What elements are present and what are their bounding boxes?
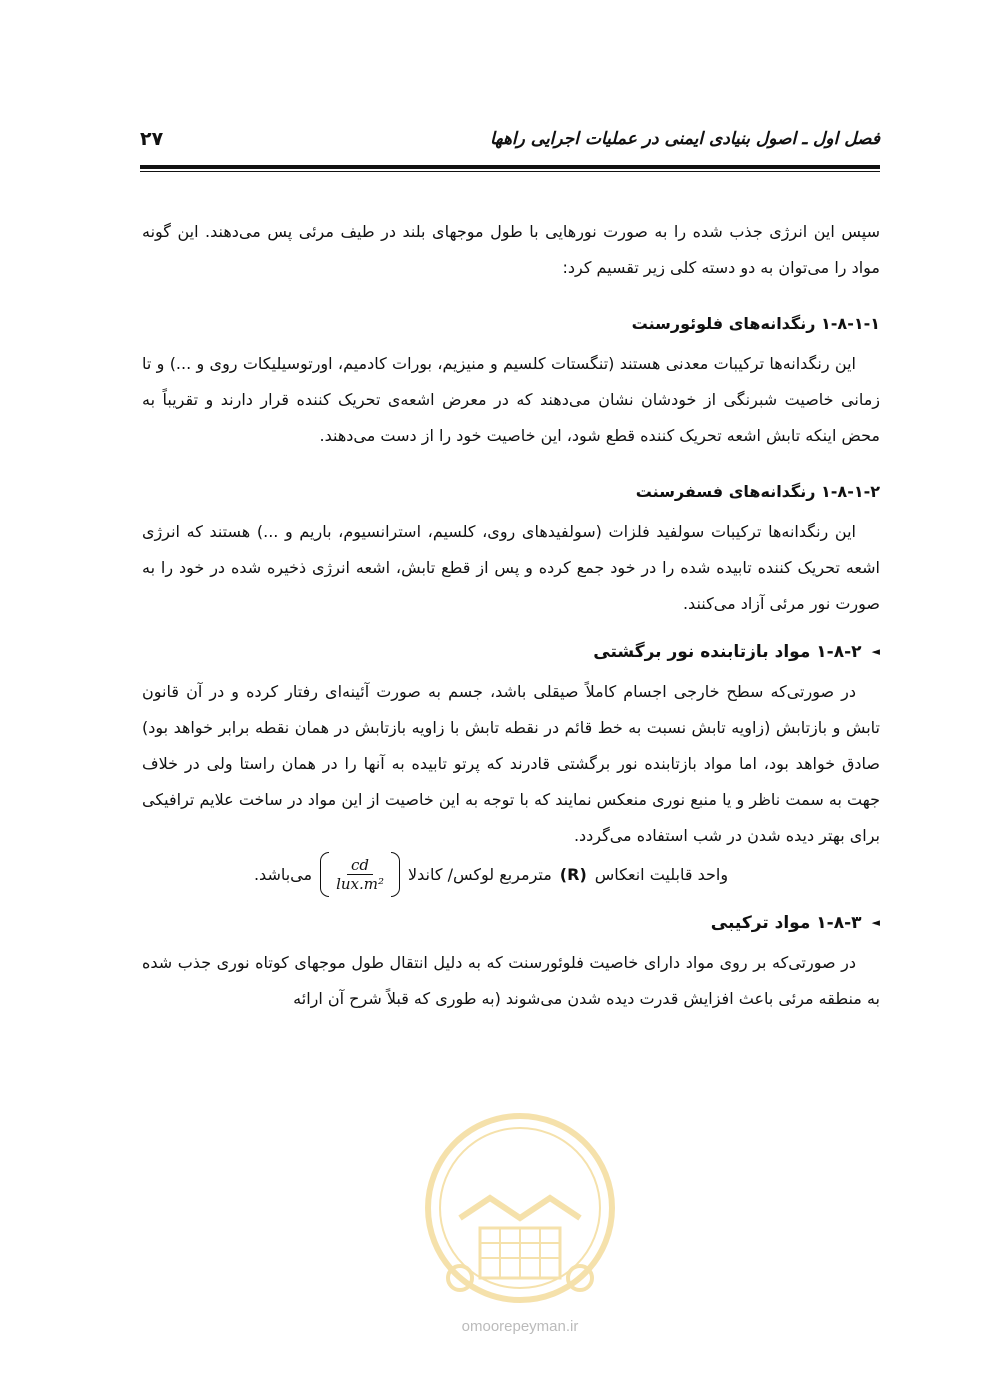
formula-suffix: می‌باشد. xyxy=(253,864,313,884)
section-heading-retroreflective xyxy=(142,634,880,670)
paragraph-fluorescent: این رنگدانه‌ها ترکیبات معدنی هستند (تنگستات کلسیم و منیزیم، بورات کادمیم، اورتوسیلیکات روی و ...) و تا زمانی خاصیت شبرنگی از خودشان نشان می‌دهند که در معرض اشعه‌ی تحریک کننده قرار دارند و تقریباً به محض اینکه تابش اشعه تحریک کننده قطع شود، این خاصیت خود را از دست می‌دهند. xyxy=(142,354,880,445)
heading-text: ۱-۸-۳ مواد ترکیبی xyxy=(710,913,862,933)
header-rule-thick xyxy=(140,165,880,169)
intro-paragraph: سپس این انرژی جذب شده را به صورت نورهایی با طول موجهای بلند در طیف مرئی پس می‌دهند. این گونه مواد را می‌توان به دو دسته کلی زیر تقسیم کرد: xyxy=(142,222,880,277)
formula-unit: مترمربع لوکس/ کاندلا xyxy=(408,864,552,884)
page-header xyxy=(140,124,880,154)
formula-prefix: واحد قابلیت انعکاس xyxy=(594,864,729,884)
page-number: ۲۷ xyxy=(140,128,164,150)
watermark-logo-icon xyxy=(420,1108,620,1308)
body-text xyxy=(142,214,880,1017)
section-heading-composite xyxy=(142,905,880,941)
header-rule-thin xyxy=(140,171,880,172)
formula-symbol: (R) xyxy=(559,864,587,884)
bullet-icon: ◄ xyxy=(871,645,880,658)
fraction-numerator: cd xyxy=(347,856,373,875)
paragraph-composite: در صورتی‌که بر روی مواد دارای خاصیت فلوئورسنت که به دلیل انتقال طول موجهای کوتاه نوری جذب شده به منطقه مرئی باعث افزایش قدرت دیده شدن می‌شوند (به طوری که قبلاً شرح آن ارائه xyxy=(142,953,880,1008)
section-heading-phosphorescent: ۱-۸-۱-۲ رنگدانه‌های فسفرسنت xyxy=(635,482,880,501)
watermark-url: omoorepeyman.ir xyxy=(461,1318,579,1335)
section-heading-fluorescent: ۱-۸-۱-۱ رنگدانه‌های فلوئورسنت xyxy=(631,314,880,333)
fraction xyxy=(320,856,400,893)
paragraph-retroreflective: در صورتی‌که سطح خارجی اجسام کاملاً صیقلی باشد، جسم به صورت آئینه‌ای رفتار کرده و در آن قانون تابش و بازتابش (زاویه تابش نسبت به خط قائم در نقطه تابش با زاویه بازتابش در همان نقطه برابر خواهد بود) صادق خواهد بود، اما مواد بازتابنده نور برگشتی قادرند که پرتو تابیده به آنها را در همان راستا ولی در خلاف جهت به سمت ناظر و یا منبع نوری منعکس نمایند که با توجه به این خاصیت از این مواد در ساخت علایم ترافیکی برای بهتر دیده شدن در شب استفاده می‌گردد. xyxy=(142,682,880,845)
left-paren xyxy=(320,852,329,897)
heading-text: ۱-۸-۲ مواد بازتابنده نور برگشتی xyxy=(593,642,862,662)
fraction-denominator: lux.m² xyxy=(336,875,385,893)
unit-formula xyxy=(142,856,880,893)
paragraph-phosphorescent: این رنگدانه‌ها ترکیبات سولفید فلزات (سولفیدهای روی، کلسیم، استرانسیوم، باریم و ...) هستند که انرژی اشعه تحریک کننده تابیده شده را در خود جمع کرده و پس از قطع تابش، اشعه انرژی ذخیره شده در خود را به صورت نور مرئی آزاد می‌کنند. xyxy=(142,522,880,613)
right-paren xyxy=(391,852,400,897)
bullet-icon: ◄ xyxy=(871,916,880,929)
chapter-title: فصل اول ـ اصول بنیادی ایمنی در عملیات اجرایی راهها xyxy=(489,129,880,149)
